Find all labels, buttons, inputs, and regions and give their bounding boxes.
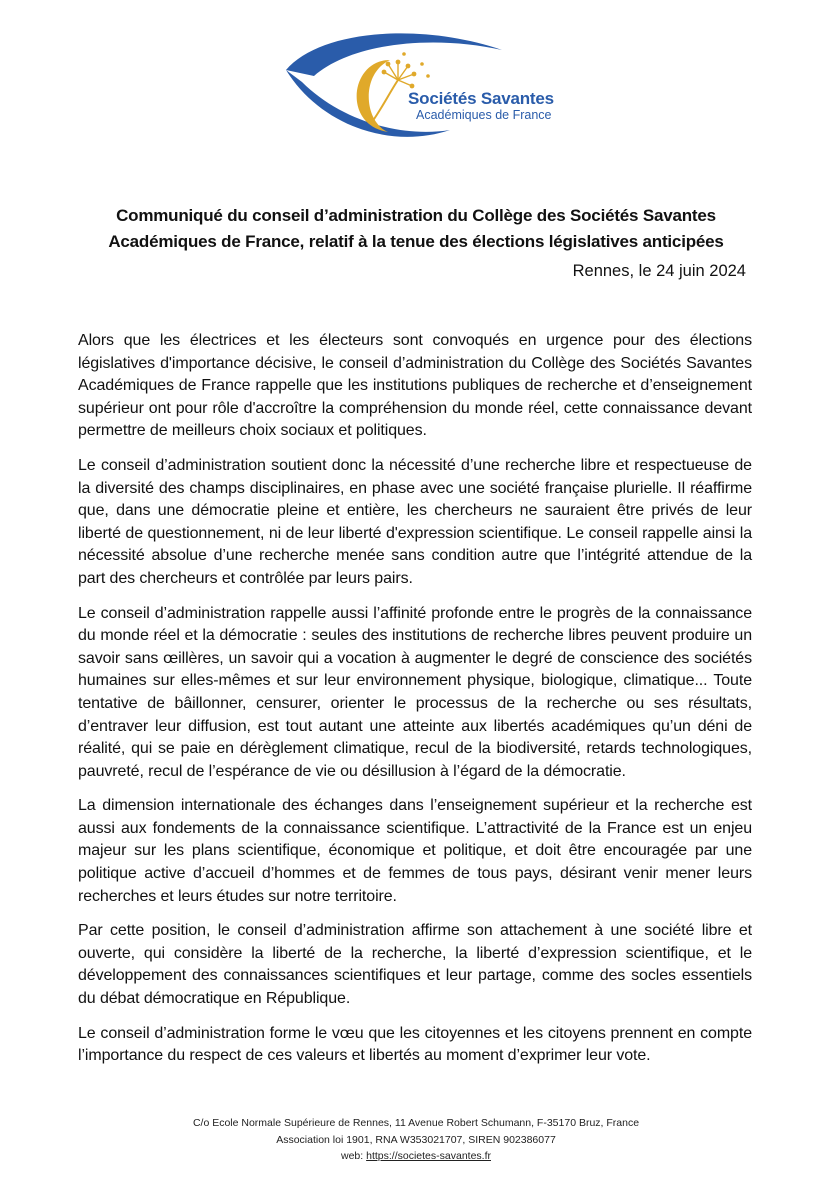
website-link[interactable]: https://societes-savantes.fr [366,1150,491,1162]
paragraph: Le conseil d’administration forme le vœu que les citoyennes et les citoyens prennent en compte l’importance du respect de ces valeurs et libertés au moment d’exprimer leur vote. [78,1024,752,1065]
document-date: Rennes, le 24 juin 2024 [572,262,746,280]
paragraph: La dimension internationale des échanges dans l’enseignement supérieur et la recherche est aussi aux fondements de la connaissance scientifique. L’attractivité de la France est un enjeu majeur sur les plans scientifique, économique et politique, et doit être encouragée par une politique active d’accueil d’hommes et de femmes de tous pays, désirant venir mener leurs recherches et leurs études sur notre territoire. [78,797,752,905]
document-body [78,330,752,1080]
logo-subtitle: Académiques de France [416,108,552,122]
footer [0,1115,832,1165]
eye-swoosh-icon [280,30,560,145]
logo-graphic [280,30,560,145]
paragraph: Le conseil d’administration soutient donc la nécessité d’une recherche libre et respectueuse de la diversité des champs disciplinaires, en phase avec une société française plurielle. Il réaffirme que, dans une démocratie pleine et entière, les chercheurs ne sauraient être privés de leur liberté de questionnement, ni de leur liberté d'expression scientifique. Le conseil rappelle ainsi la nécessité absolue d’une recherche menée sans condition autre que l’intégrité attendue de la part des chercheurs et contrôlée par leurs pairs. [78,456,752,587]
paragraph: Par cette position, le conseil d’administration affirme son attachement à une société libre et ouverte, qui considère la liberté de la recherche, la liberté d’expression scientifique, et le développement des connaissances scientifiques et leur partage, comme des socles essentiels du débat démocratique en République. [78,922,752,1008]
document-title: Communiqué du conseil d’administration du Collège des Sociétés Savantes Académiques de France, relatif à la tenue des élections législatives anticipées [108,206,724,251]
footer-address: C/o Ecole Normale Supérieure de Rennes, 11 Avenue Robert Schumann, F-35170 Bruz, France [192,1117,640,1129]
logo-name: Sociétés Savantes [408,89,554,108]
footer-association: Association loi 1901, RNA W353021707, SIREN 902386077 [276,1133,556,1146]
paragraph: Alors que les électrices et les électeurs sont convoqués en urgence pour des élections législatives d'importance décisive, le conseil d’administration du Collège des Sociétés Savantes Académiques de France rappelle que les institutions publiques de recherche et d’enseignement supérieur ont pour rôle d'accroître la compréhension du monde réel, cette connaissance devant permettre de meilleurs choix sociaux et politiques. [78,332,752,440]
paragraph: Le conseil d’administration rappelle aussi l’affinité profonde entre le progrès de la connaissance du monde réel et la démocratie : seules des institutions de recherche libres peuvent produire un savoir sans œillères, un savoir qui a vocation à augmenter le degré de conscience des sociétés humaines sur elles-mêmes et sur leur environnement physique, biologique, climatique... Toute tentative de bâillonner, censurer, orienter le processus de la recherche ou ses résultats, d’entraver leur diffusion, est tout autant une atteinte aux libertés académiques qu’un déni de réalité, qui se paie en dérèglement climatique, recul de la biodiversité, retards technologiques, pauvreté, recul de l’espérance de vie ou désillusion à l’égard de la démocratie. [78,604,752,780]
logo-text [408,90,554,122]
footer-web-label: web: [341,1150,367,1162]
footer-web [0,1148,832,1165]
